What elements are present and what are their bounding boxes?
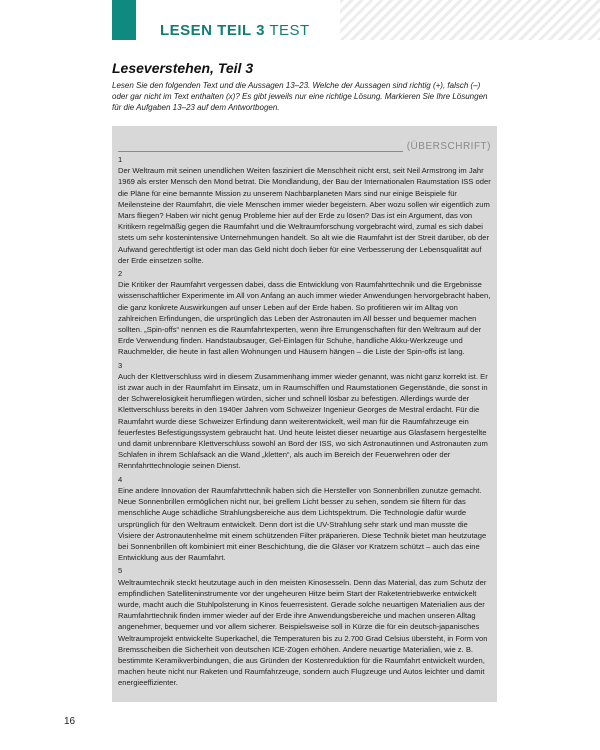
reading-text-box	[112, 126, 497, 702]
section-heading-sub: TEST	[269, 22, 310, 39]
task-title: Leseverstehen, Teil 3	[112, 60, 254, 76]
page-number: 16	[64, 716, 76, 727]
paragraph-number: 1	[118, 155, 123, 164]
paragraph	[118, 565, 491, 688]
heading-placeholder-row	[118, 132, 491, 152]
paragraph-number: 2	[118, 269, 123, 279]
paragraph	[118, 268, 491, 358]
paragraph	[118, 474, 491, 564]
task-instructions: Lesen Sie den folgenden Text und die Aussagen 13–23. Welche der Aussagen sind richtig (+), falsch (–) oder gar nicht im Text enthalten (x)? Es gibt jeweils nur eine richtige Lösung. Markieren Sie Ihre Lösungen für die Aufgaben 13–23 auf dem Antwortbogen.	[112, 81, 488, 112]
heading-placeholder: (ÜBERSCHRIFT)	[406, 141, 491, 152]
header-hatch-decoration	[340, 0, 600, 40]
paragraph	[118, 154, 491, 266]
paragraph-number: 3	[118, 360, 123, 370]
heading-blank-line	[118, 139, 403, 152]
paragraph-number: 4	[118, 474, 123, 484]
header-accent-block	[112, 0, 136, 40]
paragraph-text: Die Kritiker der Raumfahrt vergessen dabei, dass die Entwicklung von Raumfahrttechnik und die Ergebnisse wissenschaftlicher Experimente im All von Anfang an auch immer wieder Anwendungen hervorgebracht haben, die ganz konkrete Auswirkungen auf unser Leben auf der Erde haben. So profitieren wir im Alltag von zahlreichen Erfindungen, die ursprünglich das Leben der Astronauten im All besser und bequemer machen sollten. „Spin-offs“ nennen es die Raumfahrtexperten, wenn ihre Errungenschaften für den Weltraum auf der Erde Verwendung finden. Handstaubsauger, Gel-Einlagen für Schuhe, handliche Akku-Werkzeuge und Rauchmelder, die heute in fast allen Wohnungen und Häusern hängen – die Liste der Spin-offs ist lang.	[118, 280, 491, 357]
paragraph-text: Weltraumtechnik steckt heutzutage auch in den meisten Kinosesseln. Denn das Material, das zum Schutz der empfindlichen Satelliteninstrumente vor der ungeheuren Hitze beim Start der Raketentriebwerke entwickelt wurde, macht auch die Stuhlpolsterung in Kinos feuerresistent. Gerade solche neuartigen Materialien aus der Raumfahrttechnik finden immer wieder auf der Erde ihre Anwendungsbereiche und machen unseren Alltag angenehmer, bequemer und vor allem sicherer. Beispielsweise soll in Kürze die für ein deutsch-japanisches Weltraumprojekt entwickelte Superkachel, die Temperaturen bis zu 2.700 Grad Celsius übersteht, in Form von Bremsscheiben die Sicherheit von deutschen ICE-Zügen erhöhen. Andere neuartige Materialien, wie z. B. bestimmte Keramikverbindungen, die aus Gründen der Kostenreduktion für die Raumfahrt entwickelt wurden, machen heute nicht nur Raketen und Raumfahrzeuge, sondern auch Flugzeuge und Autos leichter und damit energieeffizienter.	[118, 577, 488, 688]
paragraph-text: Der Weltraum mit seinen unendlichen Weiten fasziniert die Menschheit nicht erst, seit Neil Armstrong im Jahr 1969 als erster Mensch den Mond betrat. Die Mondlandung, der Bau der Internationalen Raumstation ISS oder die Pläne für eine bemannte Mission zu unserem Nachbarplaneten Mars sind nur einige Beispiele für Meilensteine der Raumfahrt, die viele Menschen immer wieder begeistern. Aber wozu sollen wir eigentlich zum Mars fliegen? Haben wir nicht genug Probleme hier auf der Erde zu lösen? Das ist ein Argument, das von Kritikern regelmäßig gegen die Raumfahrt und die Weltraumforschung vorgebracht wird, zumal es sich dabei stets um sehr kostenintensive Unternehmungen handelt. So alt wie die Raumfahrt ist der Streit darüber, ob der Aufwand gerechtfertigt ist oder man das Geld nicht doch lieber für eine Verbesserung der Lebensqualität auf der Erde einsetzen sollte.	[118, 166, 491, 265]
section-heading-main: LESEN TEIL 3	[160, 22, 265, 39]
paragraph-number: 5	[118, 566, 123, 576]
section-heading	[160, 22, 310, 39]
paragraph-text: Auch der Klettverschluss wird in diesem Zusammenhang immer wieder genannt, was nicht ganz korrekt ist. Er ist zwar auch in der Raumfahrt im Einsatz, um in Raumschiffen und Raumstationen Gegenstände, die sonst in der Schwerelosigkeit herumfliegen würden, sicher und schnell lösbar zu befestigen. Allerdings wurde der Klettverschluss bereits in den 1940er Jahren vom Schweizer Ingenieur Georges de Mestral erdacht. Für die Raumfahrt wurde diese Schweizer Erfindung dann weiterentwickelt, weil man für die Raumfahrzeuge ein feuerfestes Befestigungssystem gebraucht hat. Und heute leistet dieser neuartige aus Glasfasern hergestellte und damit unbrennbare Klettverschluss sowohl an Bord der ISS, wo sich Astronautinnen und Astronauten zum Schlafen in ihrem Schlafsack an die Wand „kletten“, als auch im Bereich der Feuerwehren oder der Rennfahrttechnologie seinen Dienst.	[118, 371, 488, 471]
paragraph	[118, 360, 491, 472]
paragraph-text: Eine andere Innovation der Raumfahrttechnik haben sich die Hersteller von Sonnenbrillen zunutze gemacht. Neue Sonnenbrillen ermöglichen nicht nur, bei grellem Licht besser zu sehen, sondern sie filtern für das menschliche Auge schädliche Strahlungsbereiche aus dem Lichtspektrum. Die Technologie dafür wurde ursprünglich für den Weltraum entwickelt. Denn dort ist die UV-Strahlung sehr stark und man musste die Visiere der Astronautenhelme mit einem schützenden Filter präparieren. Diese Technik bietet man heutzutage bei Sonnenbrillen oft kombiniert mit einer Beschichtung, die die Gläser vor Kratzern schützt – auch das eine Entwicklung aus der Raumfahrt.	[118, 485, 487, 563]
